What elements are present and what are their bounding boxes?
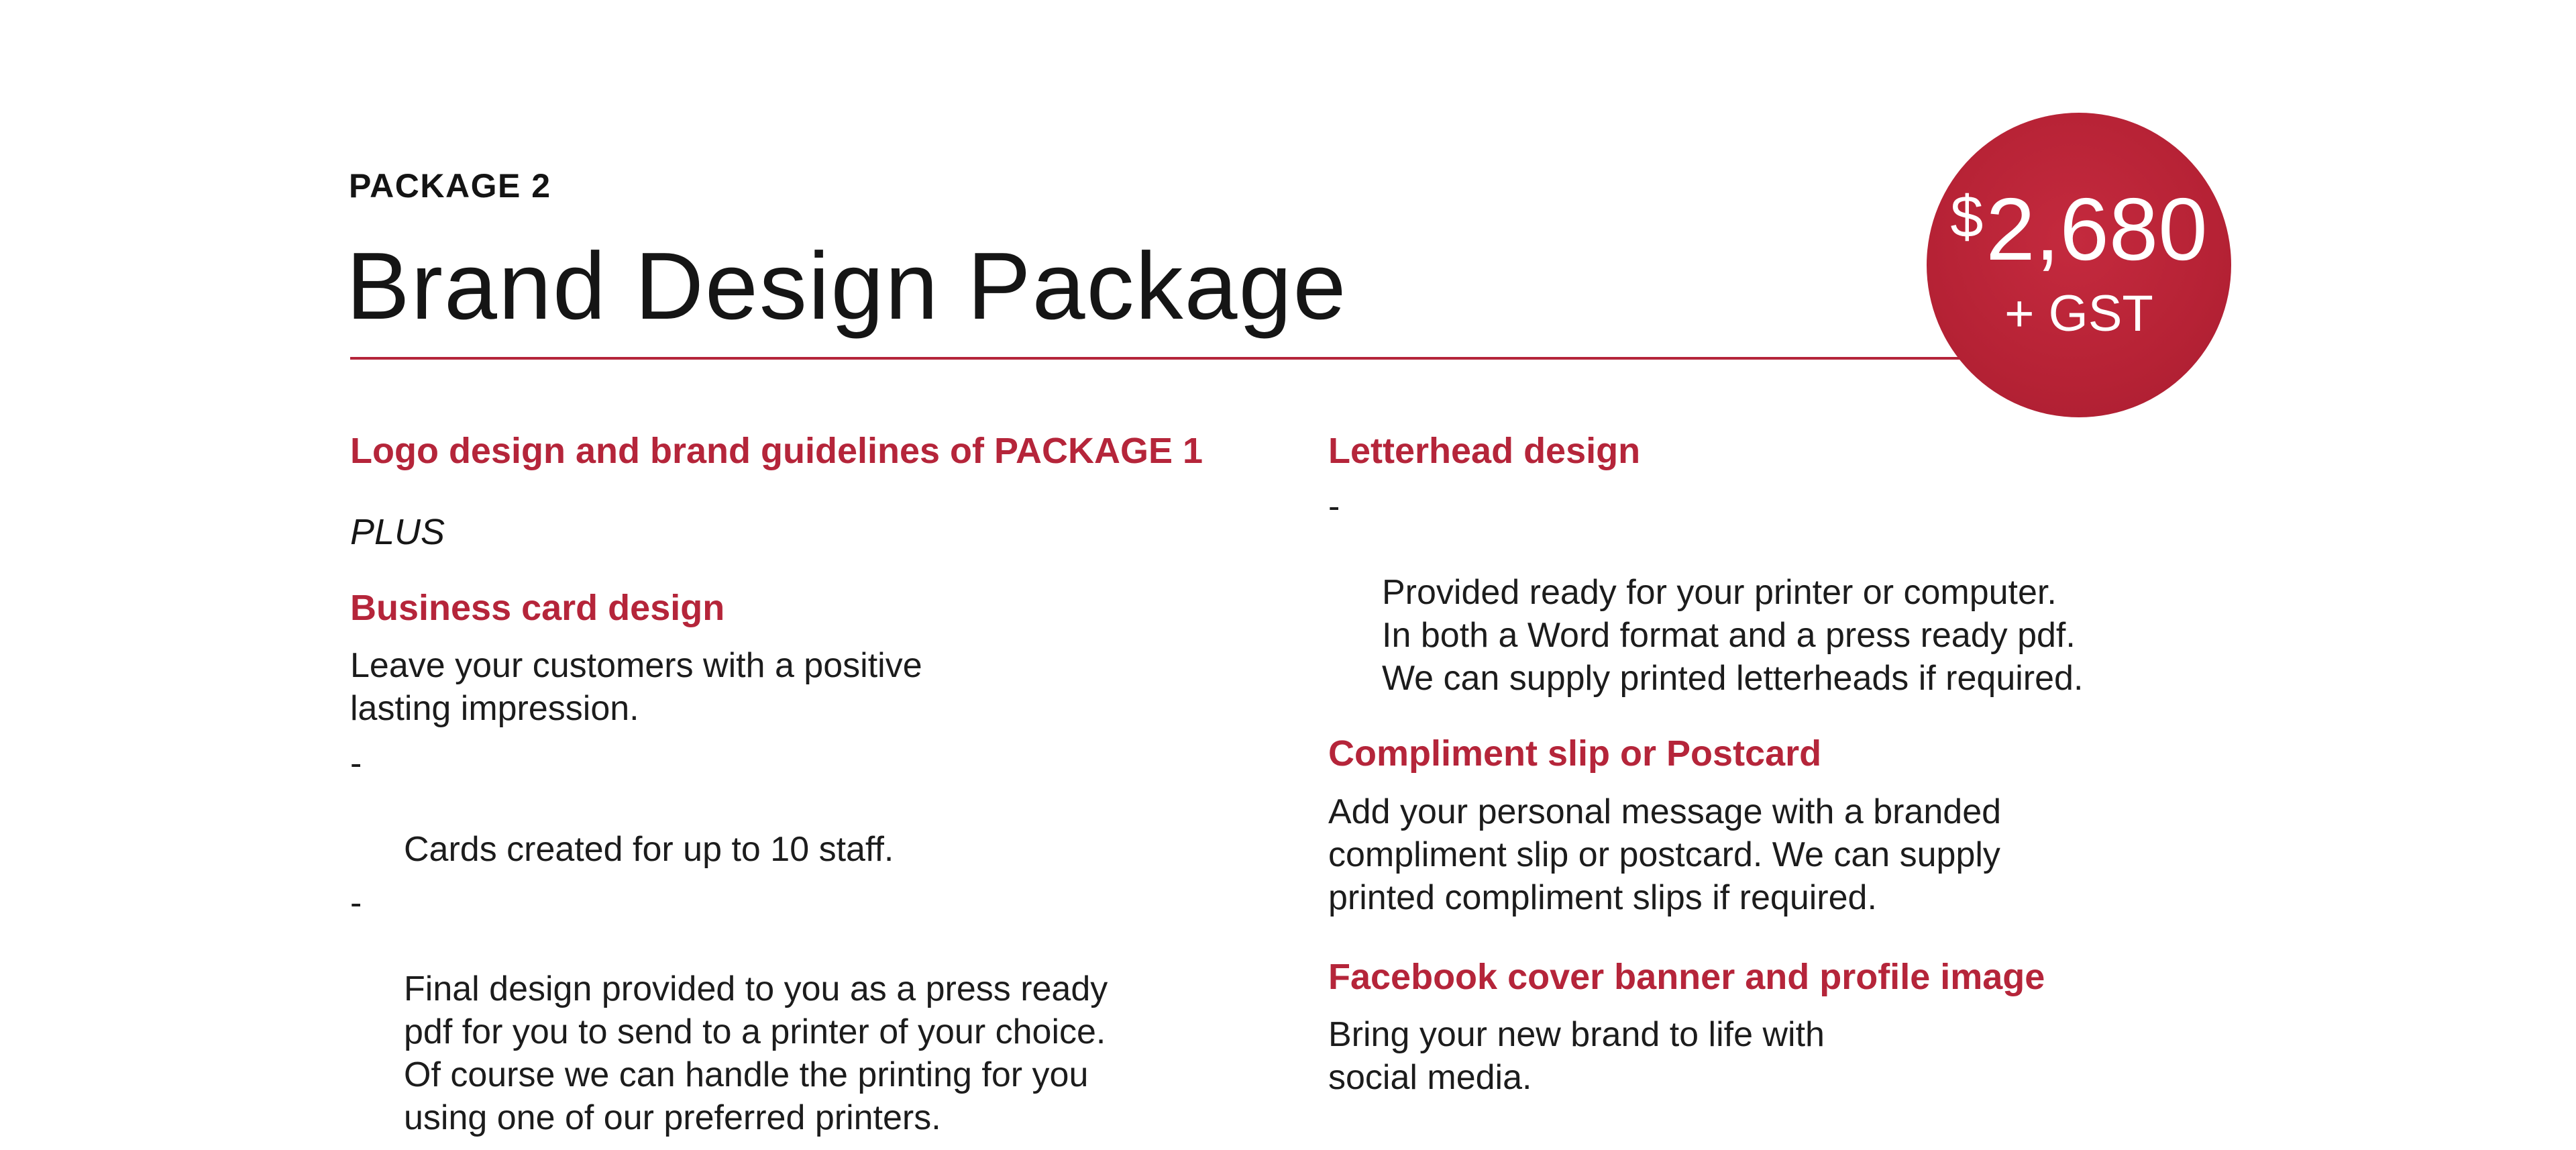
price-amount: 2,680	[1986, 180, 2208, 278]
plus-label: PLUS	[350, 511, 445, 552]
facebook-body: Bring your new brand to life with social media.	[1328, 1015, 1825, 1098]
price-currency: $	[1950, 183, 1984, 250]
price-badge	[1927, 113, 2231, 417]
compliment-slip-body: Add your personal message with a branded compliment slip or postcard. We can supply printed compliment slips if required.	[1328, 792, 2002, 917]
list-item-text: Provided ready for your printer or computer. In both a Word format and a press ready pdf. We can supply printed letterheads if required.	[1382, 572, 2084, 698]
list-item	[350, 742, 1289, 871]
list-item	[350, 882, 1289, 1139]
package1-includes-heading: Logo design and brand guidelines of PACKAGE 1	[350, 431, 1203, 471]
business-card-list	[350, 742, 1289, 1139]
bullet-dash: -	[350, 884, 362, 923]
package-eyebrow: PACKAGE 2	[349, 167, 551, 205]
bullet-dash: -	[350, 744, 362, 784]
bullet-dash: -	[1328, 486, 1340, 526]
letterhead-heading: Letterhead design	[1328, 431, 1641, 471]
letterhead-list	[1328, 485, 2267, 700]
title-divider	[350, 357, 2014, 360]
list-item	[1328, 485, 2267, 700]
page-title: Brand Design Package	[346, 233, 1348, 339]
list-item-text: Cards created for up to 10 staff.	[404, 830, 894, 870]
price-line	[1927, 180, 2231, 278]
business-card-heading: Business card design	[350, 587, 725, 628]
list-item-text: Final design provided to you as a press ready pdf for you to send to a printer of your choice. Of course we can handle the printing for you using one of our preferred printers.	[404, 970, 1108, 1138]
price-tax: + GST	[2004, 285, 2153, 342]
right-column	[1328, 429, 2267, 1099]
compliment-slip-heading: Compliment slip or Postcard	[1328, 733, 1822, 774]
business-card-intro: Leave your customers with a positive lasting impression.	[350, 646, 922, 729]
left-column	[350, 429, 1289, 1150]
facebook-heading: Facebook cover banner and profile image	[1328, 956, 2045, 997]
